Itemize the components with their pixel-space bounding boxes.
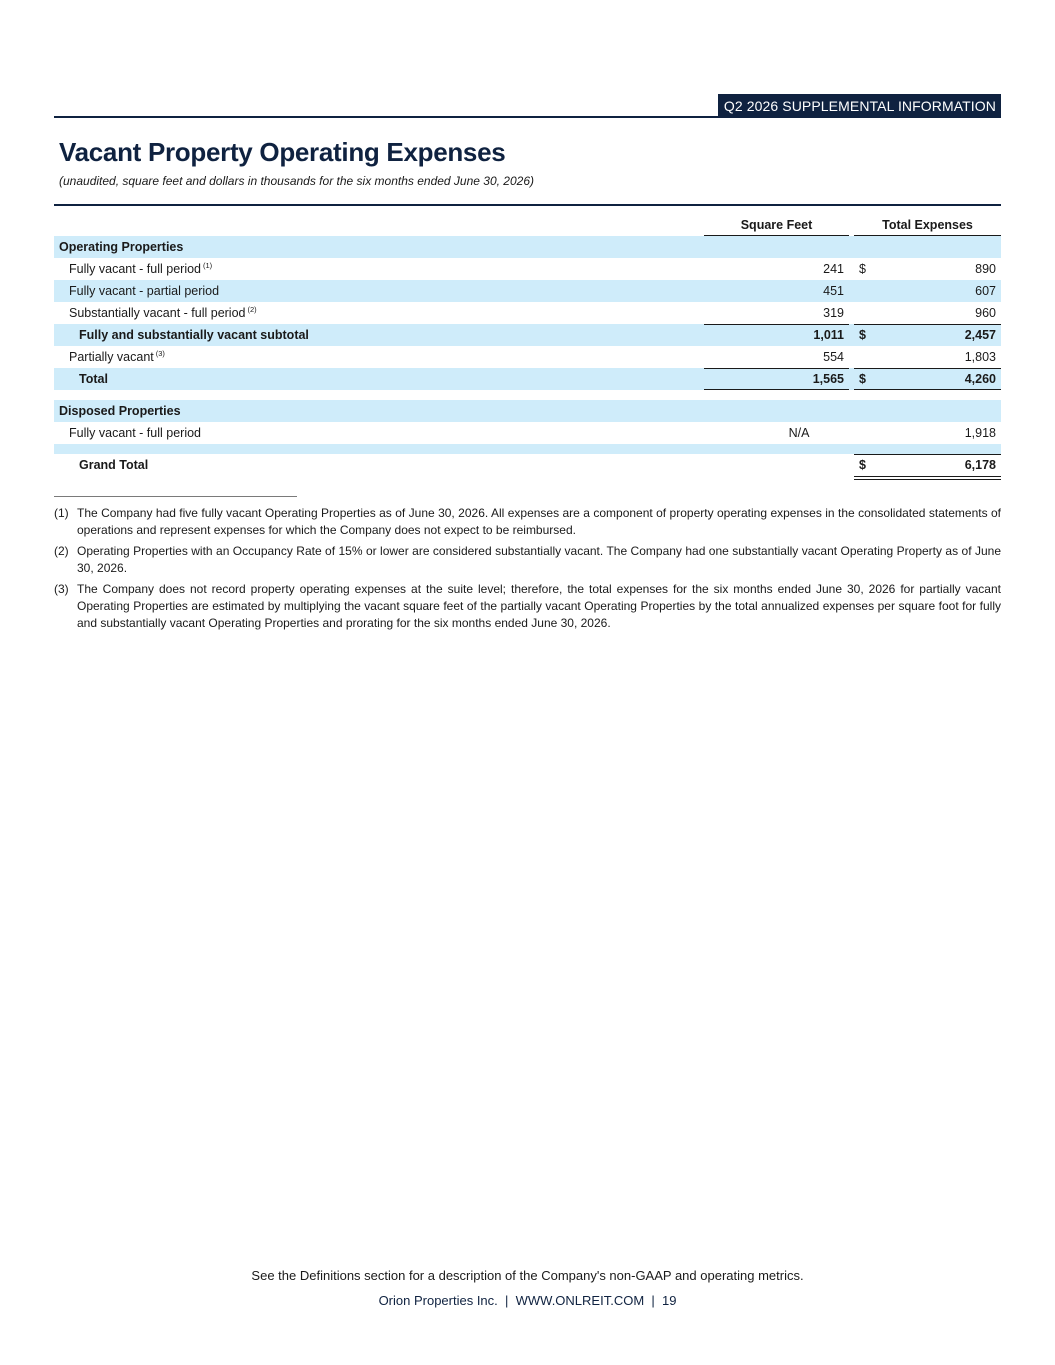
cell-sqft: N/A xyxy=(788,426,810,440)
cell-expenses: 1,918 xyxy=(964,426,996,440)
cell-expenses: 960 xyxy=(975,306,996,320)
cell-sqft: 554 xyxy=(823,350,844,364)
footnote-text: The Company had five fully vacant Operating Properties as of June 30, 2026. All expenses are a component of property operating expenses in the consolidated statements of operations and represent expenses for which the Company does not expect to be reimbursed. xyxy=(77,506,1001,537)
header-tag: Q2 2026 SUPPLEMENTAL INFORMATION xyxy=(718,94,1001,118)
section-header-disposed xyxy=(54,400,1001,422)
footnotes xyxy=(54,505,1001,636)
table-row-fully-vacant-partial xyxy=(54,280,1001,302)
cell-expenses: 1,803 xyxy=(964,350,996,364)
cell-expenses: 607 xyxy=(975,284,996,298)
page-title: Vacant Property Operating Expenses xyxy=(59,137,506,167)
cell-dollar-sign: $ xyxy=(859,458,866,472)
table-row-substantially-vacant xyxy=(54,302,1001,324)
grand-total-double-rule xyxy=(854,476,1001,480)
row-label: Fully and substantially vacant subtotal xyxy=(79,328,309,342)
row-label: Fully vacant - full period $^{(1)}$ xyxy=(69,261,213,276)
column-header-expenses: Total Expenses xyxy=(854,214,1001,236)
footnote-ref: (1) xyxy=(203,261,213,270)
footnote-number: (2) xyxy=(54,544,69,558)
cell-sqft: 241 xyxy=(823,262,844,276)
cell-expenses: 890 xyxy=(975,262,996,276)
footnote-text: The Company does not record property operating expenses at the suite level; therefore, the total expenses for the six months ended June 30, 2026 for partially vacant Operating Properties are estimated by multiplying the vacant square feet of the partially vacant Operating Properties by the total annualized expenses per square foot for fully and substantially vacant Operating Properties and prorating for the six months ended June 30, 2026. xyxy=(77,582,1001,630)
row-label: Fully vacant - partial period xyxy=(69,284,220,298)
cell-dollar-sign: $ xyxy=(859,372,866,386)
footnote-number: (1) xyxy=(54,506,69,520)
row-label: Substantially vacant - full period $^{(2)}$ xyxy=(69,305,257,320)
footnote-ref: (3) xyxy=(155,349,165,358)
footnote-1 xyxy=(54,505,1001,539)
table-row-partially-vacant xyxy=(54,346,1001,368)
footnote-rule xyxy=(54,496,297,497)
header-rule xyxy=(54,116,1001,118)
column-headers xyxy=(54,214,1001,236)
row-label: Grand Total xyxy=(79,458,149,472)
shaded-spacer xyxy=(54,444,1001,454)
cell-expenses: 2,457 xyxy=(964,328,996,342)
footer-company-line: Orion Properties Inc. | WWW.ONLREIT.COM | 19 xyxy=(378,1293,677,1308)
footnote-ref: (2) xyxy=(247,305,257,314)
table-row-disposed-fully-vacant xyxy=(54,422,1001,444)
table-row-grand-total xyxy=(54,454,1001,477)
row-label: Fully vacant - full period xyxy=(69,426,202,440)
section-label: Operating Properties xyxy=(59,240,184,254)
footnote-number: (3) xyxy=(54,582,69,596)
footer-note: See the Definitions section for a description of the Company's non-GAAP and operating metrics. xyxy=(251,1268,804,1283)
table-row-fully-vacant-full xyxy=(54,258,1001,280)
cell-dollar-sign: $ xyxy=(859,328,866,342)
section-header-operating xyxy=(54,236,1001,258)
section-spacer xyxy=(54,390,1001,400)
cell-sqft: 1,565 xyxy=(812,372,844,386)
cell-sqft: 451 xyxy=(823,284,844,298)
footnote-2 xyxy=(54,543,1001,577)
section-label: Disposed Properties xyxy=(59,404,181,418)
page-subtitle: (unaudited, square feet and dollars in thousands for the six months ended June 30, 2026) xyxy=(59,174,534,188)
cell-expenses: 6,178 xyxy=(964,458,996,472)
table-row-total xyxy=(54,368,1001,390)
cell-sqft: 319 xyxy=(823,306,844,320)
footnote-3 xyxy=(54,581,1001,632)
cell-dollar-sign: $ xyxy=(859,262,866,276)
row-label: Partially vacant $^{(3)}$ xyxy=(69,349,165,364)
vacant-expenses-table xyxy=(54,214,1001,477)
table-row-subtotal xyxy=(54,324,1001,346)
cell-expenses: 4,260 xyxy=(964,372,996,386)
column-header-sqft: Square Feet xyxy=(704,214,849,236)
table-top-rule xyxy=(54,204,1001,206)
row-label: Total xyxy=(79,372,108,386)
footnote-text: Operating Properties with an Occupancy Rate of 15% or lower are considered substantially vacant. The Company had one substantially vacant Operating Property as of June 30, 2026. xyxy=(77,544,1001,575)
cell-sqft: 1,011 xyxy=(813,328,844,342)
